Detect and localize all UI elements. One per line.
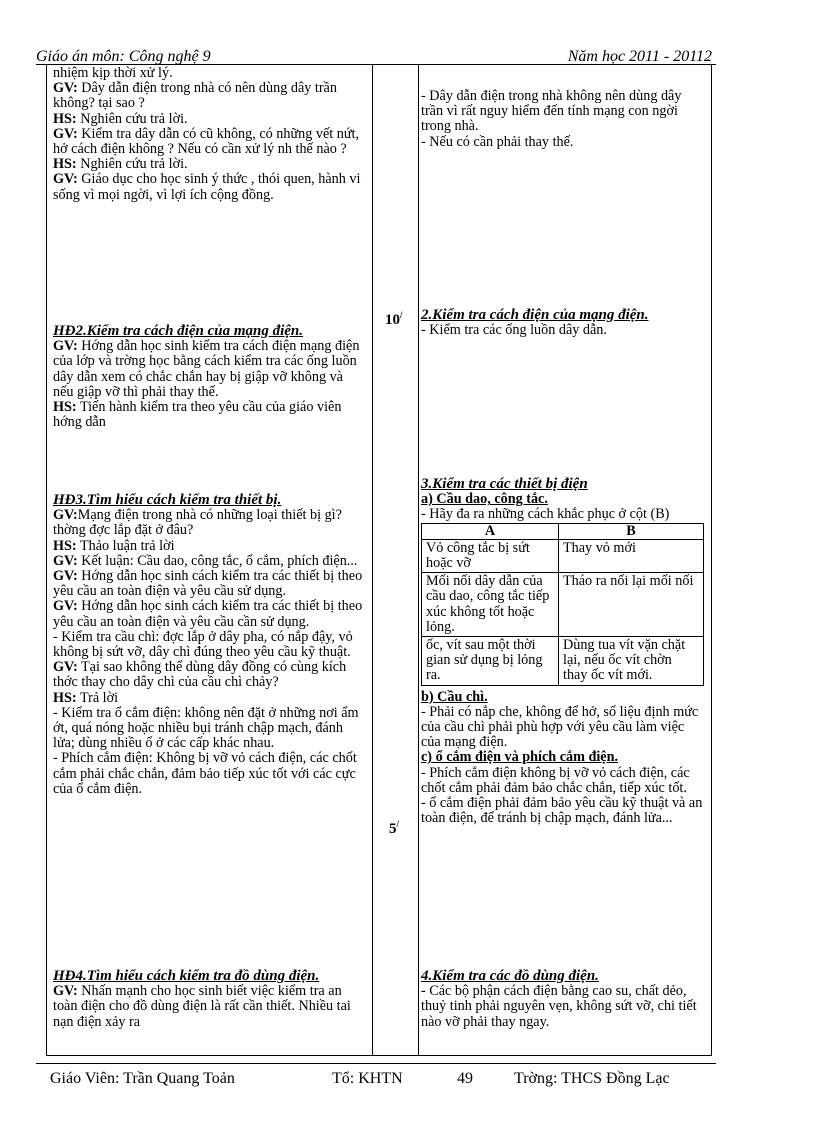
footer-page-number: 49 <box>457 1070 473 1087</box>
hd2-section <box>53 324 365 430</box>
activity-line: HS: Thảo luận trả lời <box>53 537 175 554</box>
section-2-title: 2.Kiểm tra cách điện của mạng điện. <box>421 307 649 323</box>
activity-line: HS: Nghiên cứu trả lời. <box>53 156 188 173</box>
activity-line: - Kiểm tra ổ cắm điện: không nên đặt ở những nơi ẩm ớt, quá nóng hoặc nhiều bụi tránh chập mạch, đánh lửa; dùng nhiều ổ ở các cấp khác nhau. <box>53 704 359 752</box>
content-line: - Hãy đa ra những cách khắc phục ở cột (B) <box>421 506 670 523</box>
activity-line: GV: Giáo dục cho học sinh ý thức , thói quen, hành vi sống vì mọi ngời, vì lợi ích cộng đồng. <box>53 171 361 203</box>
hd4-title: HĐ4.Tìm hiểu cách kiểm tra đồ dùng điện. <box>53 968 320 984</box>
footer-school: Trờng: THCS Đồng Lạc <box>514 1070 670 1087</box>
time-hd3: 5/ <box>389 819 400 837</box>
hd3-title: HĐ3.Tìm hiểu cách kiểm tra thiết bị. <box>53 492 282 508</box>
table-header-row <box>422 523 704 539</box>
table-cell: Dùng tua vít vặn chặt lại, nếu ốc vít chờn thay ốc vít mới. <box>559 637 704 686</box>
header-school-year: Năm học 2011 - 20112 <box>567 48 712 65</box>
activity-line: - Phích cắm điện: Không bị vỡ vỏ cách điện, các chốt cắm phải chắc chắn, đảm bảo tiếp xúc tốt với các cực của ổ cắm điện. <box>53 750 357 797</box>
content-line: - ổ cắm điện phải đảm bảo yêu cầu kỹ thuật và an toàn điện, để tránh bị chập mạch, đánh lửa... <box>421 795 703 827</box>
content-line: - Phải có nắp che, không để hở, số liệu định mức của cầu chì phải phù hợp với yêu cầu làm việc của mạng điện. <box>421 703 699 751</box>
activity-line: HS: Tiến hành kiểm tra theo yêu cầu của giáo viên hớng dẫn <box>53 399 342 431</box>
footer-teacher: Giáo Viên: Trần Quang Toản <box>50 1070 235 1087</box>
table-cell: Tháo ra nối lại mối nối <box>559 573 704 637</box>
table-cell: Mối nối dây dẫn của cầu dao, công tắc tiếp xúc không tốt hoặc lỏng. <box>422 573 559 637</box>
content-line: - Nếu có cần phải thay thế. <box>421 133 574 150</box>
activity-line: HS: Trả lời <box>53 689 119 706</box>
time-hd2: 10/ <box>385 310 403 328</box>
section-3a-title: a) Cầu dao, công tắc. <box>421 491 548 508</box>
footer-group: Tổ: KHTN <box>332 1070 403 1087</box>
activity-line: GV:Mạng điện trong nhà có những loại thiết bị gì? thờng đợc lắp đặt ở đâu? <box>53 507 342 539</box>
content-line: - Dây dẫn điện trong nhà không nên dùng dây trần vì rất nguy hiểm đến tính mạng con ngời trong nhà. <box>421 88 682 135</box>
header-subject: Giáo án môn: Công nghệ 9 <box>36 48 211 65</box>
footer-rule <box>36 1063 716 1064</box>
activity-line: - Kiểm tra cầu chì: đợc lắp ở dây pha, có nắp đậy, vỏ không bị sứt vỡ, dây chì đúng theo yêu cầu kỹ thuật. <box>53 628 353 661</box>
section-3-title: 3.Kiểm tra các thiết bị điện <box>421 476 588 492</box>
table-cell: Vỏ công tắc bị sứt hoặc vỡ <box>422 539 559 572</box>
activity-line: GV: Tại sao không thể dùng dây đồng có cùng kích thớc thay cho dây chì của cầu chì chảy? <box>53 659 347 691</box>
left-intro <box>53 66 365 203</box>
time-column <box>371 65 411 1055</box>
remedy-table <box>421 523 704 686</box>
table-header-cell: A <box>422 523 559 539</box>
table-header-cell: B <box>559 523 704 539</box>
table-row <box>422 573 704 637</box>
table-row <box>422 637 704 686</box>
content-line: - Các bộ phận cách điện bằng cao su, chất dẻo, thuỷ tinh phải nguyên vẹn, không sứt vỡ, chi tiết nào vỡ phải thay ngay. <box>421 983 697 1030</box>
section-2 <box>421 308 705 338</box>
column-divider-right <box>418 65 419 1055</box>
activity-line: GV: Hớng dẫn học sinh cách kiểm tra các thiết bị theo yêu cầu an toàn điện và yêu cầu cần sử dụng. <box>53 598 363 630</box>
section-3b-title: b) Cầu chì. <box>421 688 488 705</box>
activity-line: GV: Nhấn mạnh cho học sinh biết việc kiểm tra an toàn điện cho đồ dùng điện là rất cần thiết. Nhiều tai nạn điện xảy ra <box>53 983 351 1030</box>
table-cell: Thay vỏ mới <box>559 539 704 572</box>
section-4 <box>421 969 705 1030</box>
hd4-section <box>53 969 365 1030</box>
activity-line: GV: Hớng dẫn học sinh cách kiểm tra các thiết bị theo yêu cầu an toàn điện và yêu cầu sử dụng. <box>53 568 363 600</box>
activity-line: GV: Hớng dẫn học sinh kiểm tra cách điện mạng điện của lớp và trờng học bằng cách kiểm tra các ống luồn dây dẫn xem có chắc chắn hay bị giập vỡ không và nếu giập vỡ thì phải thay thế. <box>53 338 360 400</box>
content-line: - Kiểm tra các ống luồn dây dẫn. <box>421 322 607 339</box>
hd2-title: HĐ2.Kiểm tra cách điện của mạng điện. <box>53 323 304 339</box>
activity-line: GV: Dây dẫn điện trong nhà có nên dùng dây trần không? tại sao ? <box>53 80 337 112</box>
activity-line: GV: Kết luận: Cầu dao, công tắc, ổ cắm, phích điện... <box>53 552 358 569</box>
right-intro <box>421 89 705 150</box>
table-cell: ốc, vít sau một thời gian sử dụng bị lỏng ra. <box>422 637 559 686</box>
section-3 <box>421 477 705 826</box>
content-line: - Phích cắm điện không bị vỡ vỏ cách điện, các chốt cắm phải đảm bảo chắc chắn, tiếp xúc tốt. <box>421 764 690 796</box>
section-3c-title: c) ổ cắm điện và phích cắm điện. <box>421 749 619 766</box>
activity-line: GV: Kiểm tra dây dẫn có cũ không, có những vết nứt, hở cách điện không ? Nếu có cần xử lý nh thế nào ? <box>53 125 360 158</box>
hd3-section <box>53 493 365 797</box>
section-4-title: 4.Kiểm tra các đồ dùng điện. <box>421 968 599 984</box>
table-row <box>422 539 704 572</box>
activity-line: HS: Nghiên cứu trả lời. <box>53 110 188 127</box>
lesson-table <box>46 64 712 1056</box>
activity-line: nhiệm kịp thời xử lý. <box>53 65 173 81</box>
